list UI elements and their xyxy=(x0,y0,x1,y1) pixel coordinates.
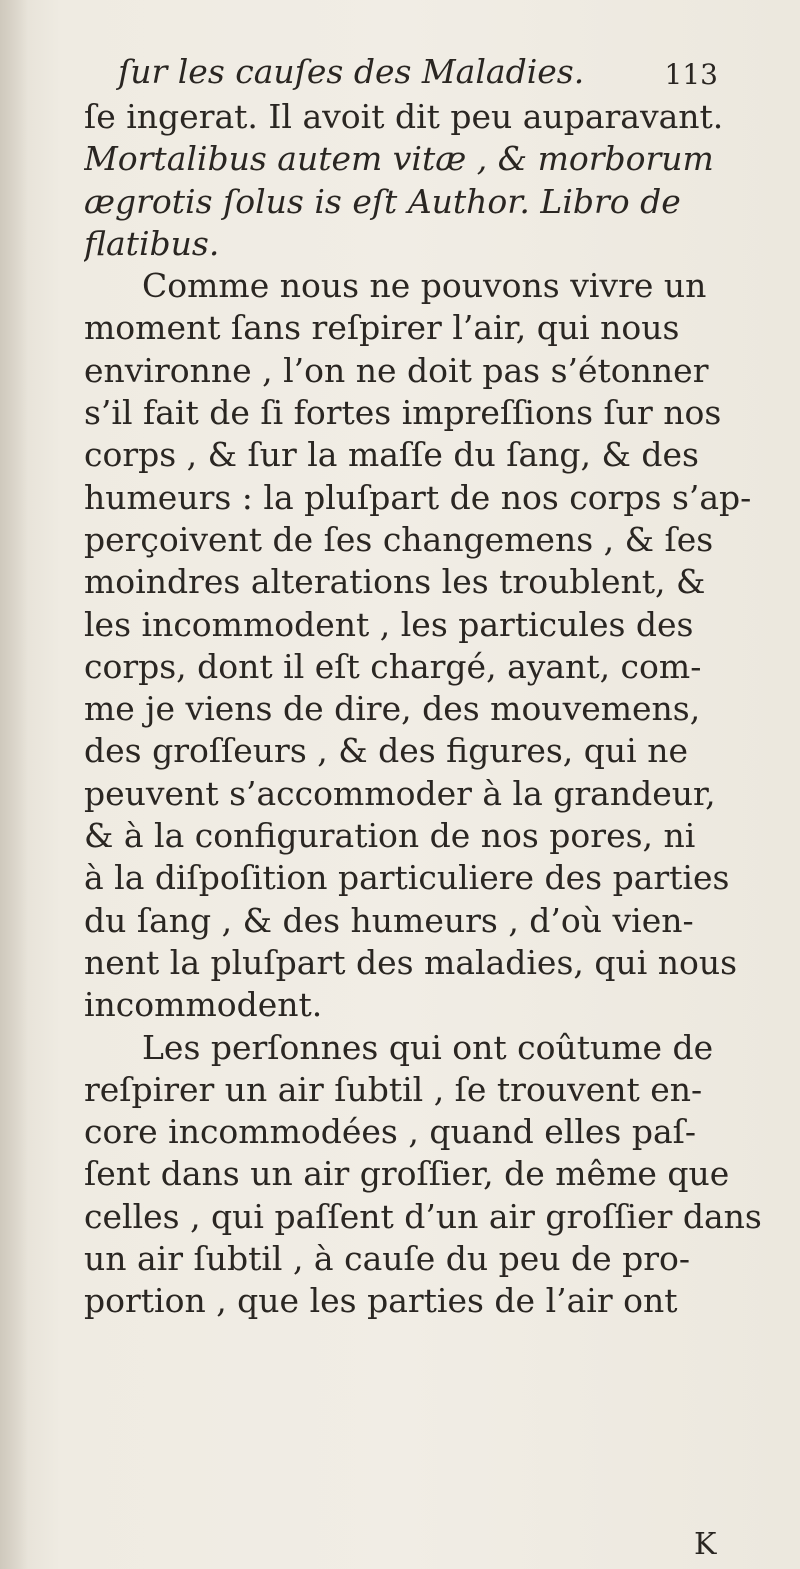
text-line: des groſſeurs , & des figures, qui ne xyxy=(84,731,688,771)
text-line: peuvent s’accommoder à la grandeur, xyxy=(84,773,716,813)
text-line: reſpirer un air ſubtil , ſe trouvent en- xyxy=(84,1069,703,1109)
text-line: moment ſans reſpirer l’air, qui nous xyxy=(84,308,680,348)
text-line: celles , qui paſſent d’un air groſſier dans xyxy=(84,1196,762,1236)
gutter-shadow xyxy=(0,0,28,1569)
catchword: K xyxy=(694,1527,717,1562)
text-line: nent la pluſpart des maladies, qui nous xyxy=(84,942,738,982)
text-line: du ſang , & des humeurs , d’où vien- xyxy=(84,900,694,940)
text-line: ſe ingerat. Il avoit dit peu auparavant. xyxy=(84,97,724,136)
text-line: humeurs : la pluſpart de nos corps s’ap- xyxy=(84,477,752,517)
page-number: 113 xyxy=(664,58,718,91)
text-line: un air ſubtil , à cauſe du peu de pro- xyxy=(84,1239,691,1279)
text-line: portion , que les parties de l’air ont xyxy=(84,1281,678,1321)
text-line: ægrotis ſolus is eſt Author. Libro de xyxy=(84,181,681,221)
body-text xyxy=(84,96,774,1323)
text-line: ſent dans un air groſſier, de même que xyxy=(84,1154,730,1194)
text-line: & à la configuration de nos pores, ni xyxy=(84,816,696,856)
text-line: core incommodées , quand elles paſ- xyxy=(84,1112,697,1152)
text-line: incommodent. xyxy=(84,985,323,1025)
text-line: à la diſpoſition particuliere des parties xyxy=(84,858,730,898)
text-line: moindres alterations les troublent, & xyxy=(84,562,706,602)
text-line: flatibus. xyxy=(84,223,220,263)
text-line: corps, dont il eſt chargé, ayant, com- xyxy=(84,646,702,686)
text-line: Comme nous ne pouvons vivre un xyxy=(142,266,707,306)
text-line: corps , & ſur la maſſe du ſang, & des xyxy=(84,435,699,475)
text-line: Les perſonnes qui ont coûtume de xyxy=(142,1027,714,1067)
text-line: perçoivent de ſes changemens , & ſes xyxy=(84,519,714,559)
text-line: environne , l’on ne doit pas s’étonner xyxy=(84,350,709,390)
text-line: s’il fait de ſi fortes impreſſions ſur nos xyxy=(84,393,722,433)
text-line: les incommodent , les particules des xyxy=(84,604,694,644)
text-line: Mortalibus autem vitæ , & morborum xyxy=(84,139,714,179)
page-header xyxy=(118,52,718,102)
text-line: me je viens de dire, des mouvemens, xyxy=(84,689,701,729)
running-title: ſur les cauſes des Maladies. xyxy=(118,52,585,91)
